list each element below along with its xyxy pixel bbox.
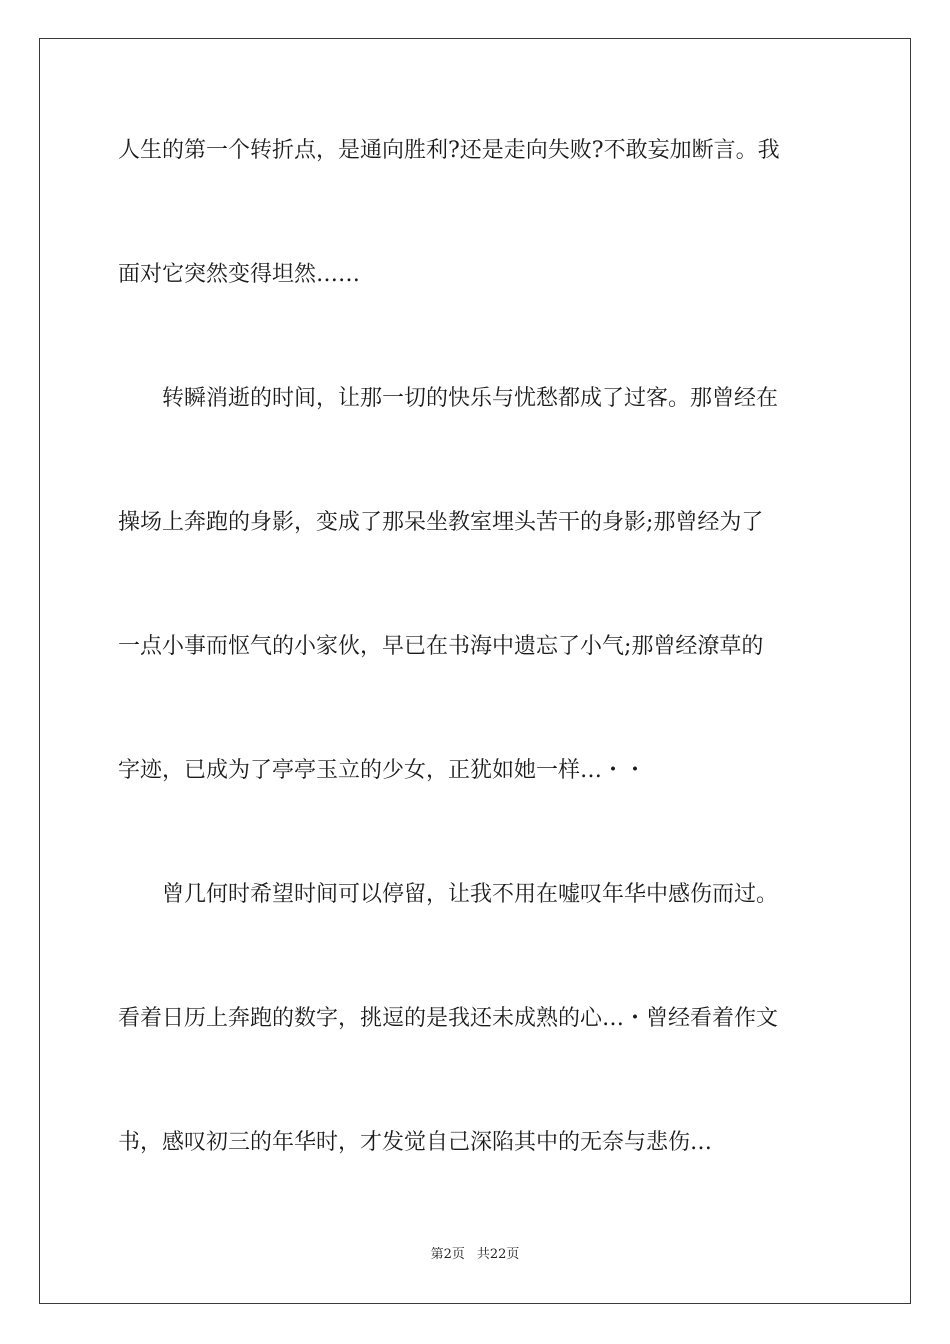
paragraph-line: 一点小事而怄气的小家伙，早已在书海中遗忘了小气;那曾经潦草的 <box>118 634 764 659</box>
paragraph-line: 曾几何时希望时间可以停留，让我不用在嘘叹年华中感伤而过。 <box>118 882 779 907</box>
total-pages: 共22页 <box>476 1247 520 1262</box>
page-footer <box>0 1246 950 1264</box>
page-number: 第2页 <box>430 1247 465 1262</box>
paragraph-line: 操场上奔跑的身影，变成了那呆坐教室埋头苦干的身影;那曾经为了 <box>118 510 764 535</box>
paragraph-line: 转瞬消逝的时间，让那一切的快乐与忧愁都成了过客。那曾经在 <box>118 386 779 411</box>
paragraph-line: 面对它突然变得坦然…… <box>118 262 361 287</box>
paragraph-line: 书，感叹初三的年华时，才发觉自己深陷其中的无奈与悲伤… <box>118 1130 713 1155</box>
paragraph-line: 字迹，已成为了亭亭玉立的少女，正犹如她一样…・・ <box>118 758 647 783</box>
paragraph-line: 看着日历上奔跑的数字，挑逗的是我还未成熟的心…・曾经看着作文 <box>118 1006 779 1031</box>
paragraph-line: 人生的第一个转折点，是通向胜利?还是走向失败?不敢妄加断言。我 <box>118 138 780 163</box>
page-border <box>39 38 911 1304</box>
